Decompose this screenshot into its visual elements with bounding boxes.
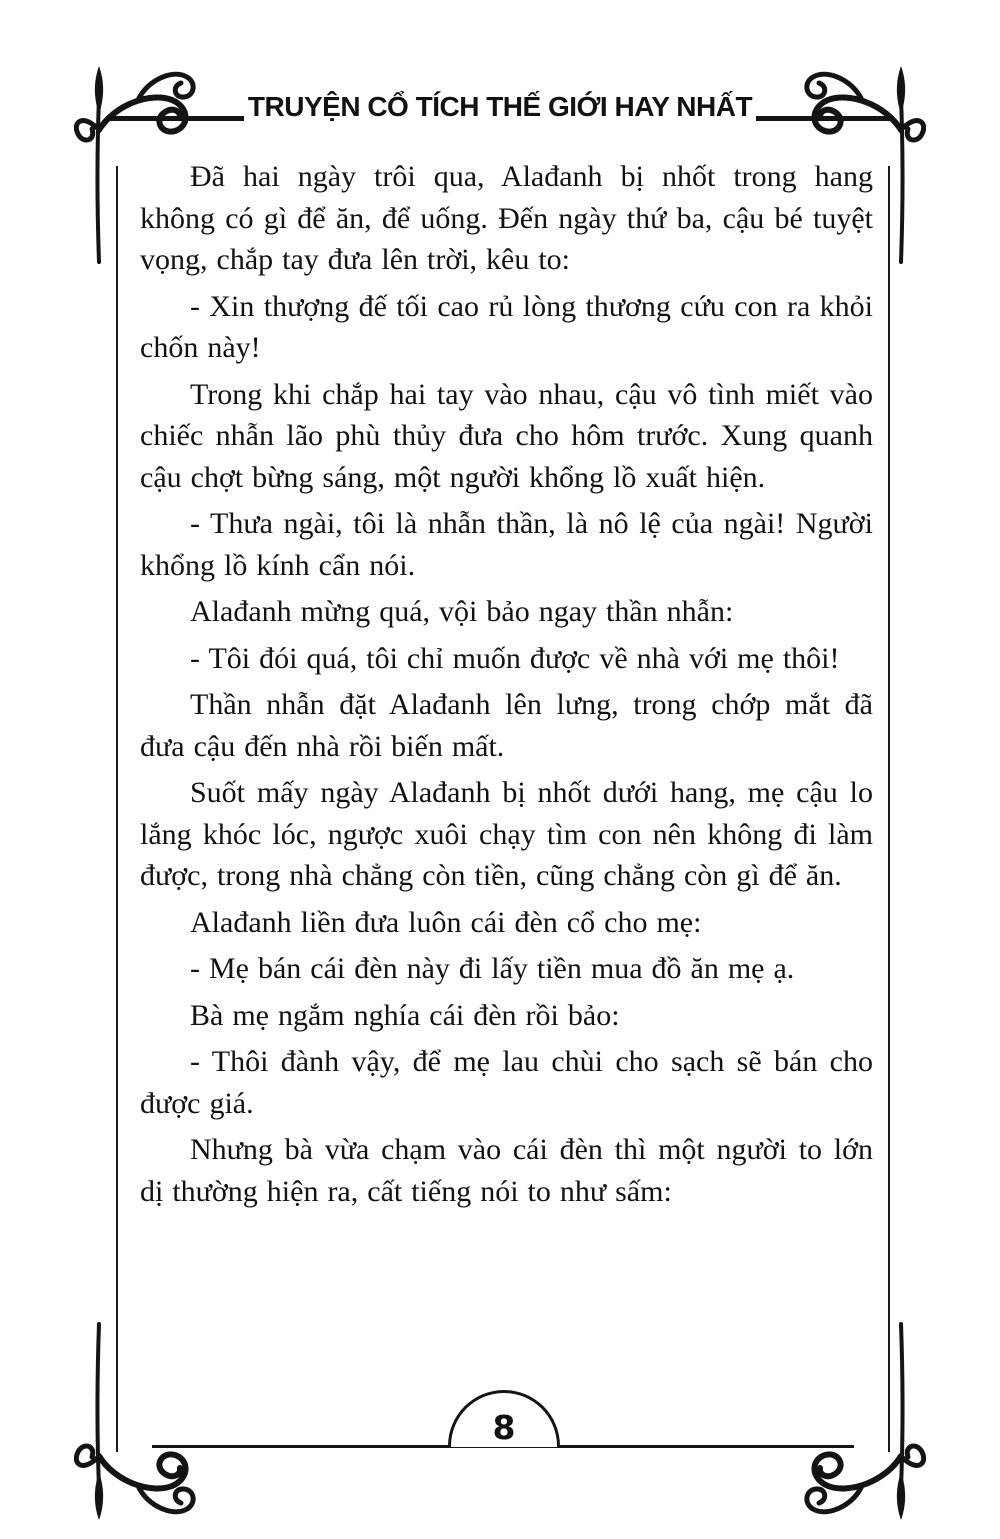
story-paragraph: Thần nhẫn đặt Alađanh lên lưng, trong chớp mắt đã đưa cậu đến nhà rồi biến mất. — [140, 688, 873, 763]
page-header — [0, 90, 1000, 124]
corner-flourish-icon — [74, 1322, 206, 1522]
story-paragraph: Suốt mấy ngày Alađanh bị nhốt dưới hang, mẹ cậu lo lắng khóc lóc, ngược xuôi chạy tìm con nên không đi làm được, trong nhà chẳng còn tiền, cũng chẳng còn gì để ăn. — [140, 776, 873, 892]
story-paragraph: - Thưa ngài, tôi là nhẫn thần, là nô lệ của ngài! Người khổng lồ kính cẩn nói. — [140, 507, 873, 582]
book-title: TRUYỆN CỔ TÍCH THẾ GIỚI HAY NHẤT — [247, 91, 753, 122]
story-paragraph: Alađanh liền đưa luôn cái đèn cổ cho mẹ: — [190, 905, 702, 939]
story-paragraph: Alađanh mừng quá, vội bảo ngay thần nhẫn: — [190, 595, 734, 628]
story-paragraph: Nhưng bà vừa chạm vào cái đèn thì một người to lớn dị thường hiện ra, cất tiếng nói to như sấm: — [140, 1133, 873, 1208]
story-text — [140, 156, 873, 1217]
page-number: 8 — [492, 1408, 516, 1447]
story-paragraph: Trong khi chắp hai tay vào nhau, cậu vô tình miết vào chiếc nhẫn lão phù thủy đưa cho hôm trước. Xung quanh cậu chợt bừng sáng, một người khổng lồ xuất hiện. — [140, 377, 873, 494]
story-paragraph: Đã hai ngày trôi qua, Alađanh bị nhốt trong hang không có gì để ăn, để uống. Đến ngày thứ ba, cậu bé tuyệt vọng, chắp tay đưa lên trời, kêu to: — [140, 160, 873, 276]
left-border-rule — [116, 166, 118, 1452]
corner-flourish-icon — [794, 1322, 926, 1522]
story-paragraph: - Mẹ bán cái đèn này đi lấy tiền mua đồ ăn mẹ ạ. — [190, 952, 795, 985]
right-border-rule — [888, 166, 890, 1452]
story-paragraph: - Tôi đói quá, tôi chỉ muốn được về nhà với mẹ thôi! — [190, 641, 840, 675]
header-rule-left — [106, 116, 244, 121]
story-paragraph: - Xin thượng đế tối cao rủ lòng thương cứu con ra khỏi chốn này! — [140, 289, 873, 364]
header-rule-right — [756, 116, 894, 121]
page-number-dome — [448, 1390, 560, 1447]
story-paragraph: - Thôi đành vậy, để mẹ lau chùi cho sạch sẽ bán cho được giá. — [140, 1045, 873, 1120]
story-paragraph: Bà mẹ ngắm nghía cái đèn rồi bảo: — [190, 998, 620, 1032]
